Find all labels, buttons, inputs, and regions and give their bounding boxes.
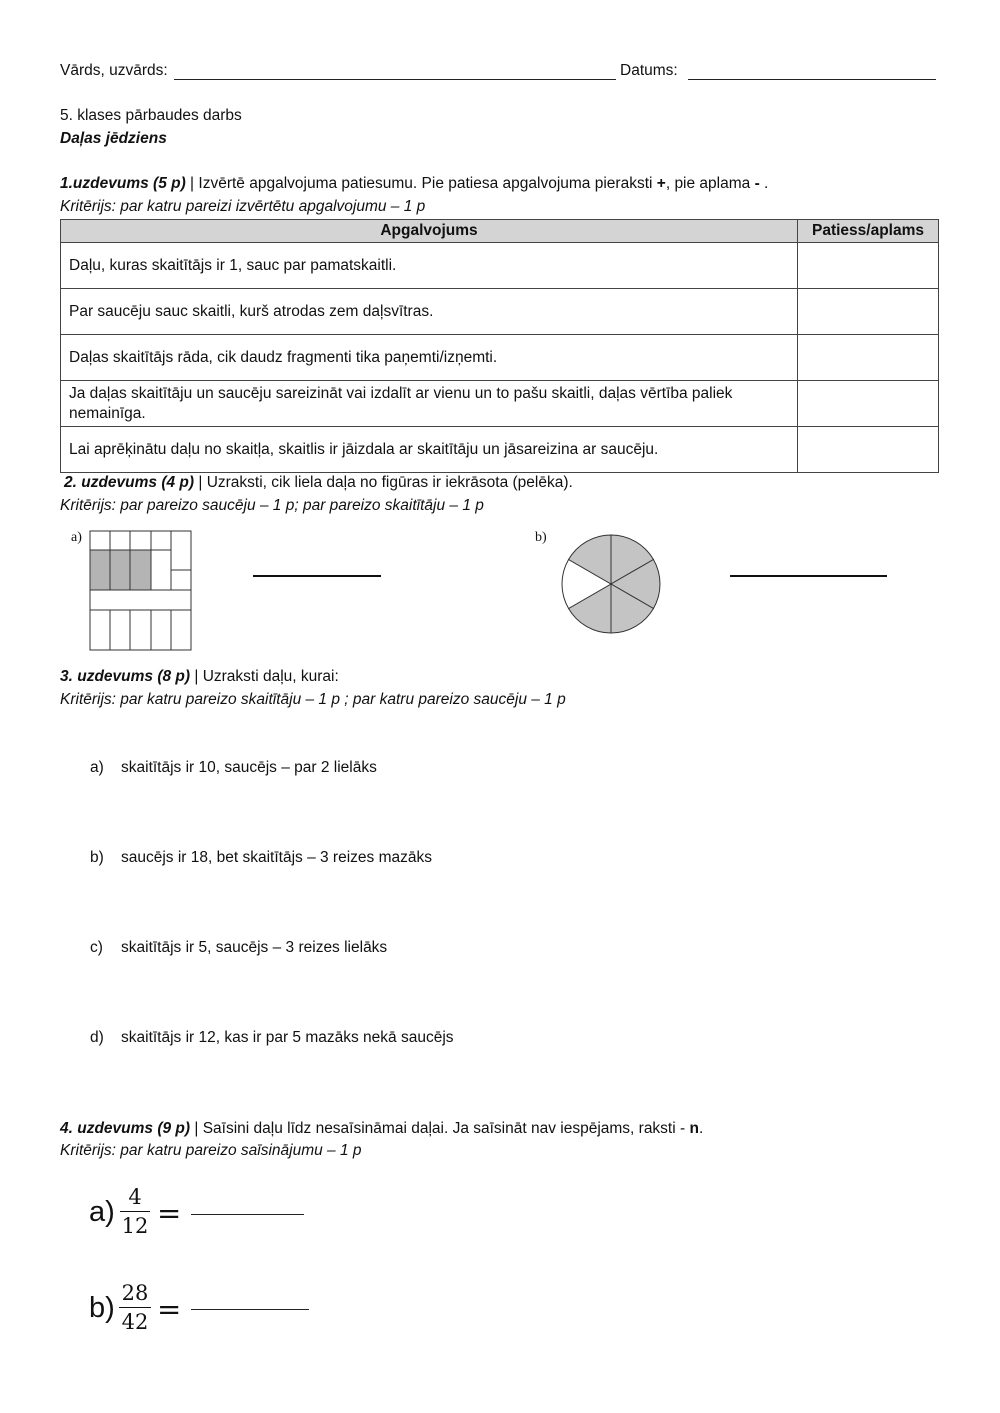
table-row bbox=[61, 289, 939, 335]
task2-heading: 2. uzdevums (4 p) bbox=[64, 474, 195, 491]
task2-instruction-text: | Uzraksti, cik liela daļa no figūras ir iekrāsota (pelēka). bbox=[194, 474, 573, 491]
task3-criteria: Kritērijs: par katru pareizo skaitītāju – 1 p ; par katru pareizo saucēju – 1 p bbox=[60, 691, 566, 708]
task4-heading: 4. uzdevums (9 p) bbox=[60, 1120, 191, 1137]
list-item-text: skaitītājs ir 5, saucējs – 3 reizes lielāks bbox=[121, 939, 388, 956]
fraction-b-answer-line[interactable] bbox=[191, 1308, 309, 1310]
fraction-b-denominator: 42 bbox=[121, 1310, 149, 1334]
figure-a-label: a) bbox=[71, 530, 82, 545]
name-field[interactable] bbox=[174, 62, 616, 80]
date-label: Datums: bbox=[620, 62, 678, 79]
task1-instruction-pre: | Izvērtē apgalvojuma patiesumu. Pie patiesa apgalvojuma pieraksti bbox=[185, 175, 657, 192]
task2-criteria: Kritērijs: par pareizo saucēju – 1 p; par pareizo skaitītāju – 1 p bbox=[60, 497, 484, 514]
fraction-b-numerator: 28 bbox=[121, 1281, 149, 1305]
task4-instruction-end: . bbox=[698, 1120, 704, 1137]
answer-cell[interactable] bbox=[798, 335, 939, 381]
statement-cell: Daļu, kuras skaitītājs ir 1, sauc par pamatskaitli. bbox=[61, 243, 798, 289]
fraction-a-answer-line[interactable] bbox=[191, 1213, 304, 1215]
list-item bbox=[90, 849, 432, 867]
task1-plus: + bbox=[656, 175, 666, 192]
fraction-b-label: b) bbox=[89, 1292, 115, 1324]
date-field[interactable] bbox=[688, 62, 936, 80]
task1-heading: 1.uzdevums (5 p) bbox=[60, 175, 186, 192]
fraction-a-numerator: 4 bbox=[128, 1185, 142, 1209]
list-item-label: a) bbox=[90, 759, 104, 776]
statement-cell: Par saucēju sauc skaitli, kurš atrodas zem daļsvītras. bbox=[61, 289, 798, 335]
answer-cell[interactable] bbox=[798, 289, 939, 335]
statement-cell: Ja daļas skaitītāju un saucēju sareizināt vai izdalīt ar vienu un to pašu skaitli, daļas vērtība paliek nemainīga. bbox=[61, 381, 798, 427]
answer-cell[interactable] bbox=[798, 427, 939, 473]
pie-figure bbox=[559, 532, 663, 636]
list-item-label: b) bbox=[90, 849, 104, 866]
table-row bbox=[61, 243, 939, 289]
fraction-a-bar bbox=[120, 1211, 150, 1212]
task3-instruction bbox=[60, 668, 339, 686]
topic-title: Daļas jēdziens bbox=[60, 130, 167, 147]
fraction-b bbox=[119, 1281, 151, 1334]
figure-b-label: b) bbox=[535, 530, 547, 545]
task1-criteria: Kritērijs: par katru pareizi izvērtētu apgalvojumu – 1 p bbox=[60, 198, 426, 215]
fraction-b-equals: = bbox=[157, 1292, 182, 1326]
table-row bbox=[61, 335, 939, 381]
fraction-a bbox=[120, 1185, 150, 1238]
task4-n: n bbox=[689, 1120, 699, 1137]
statements-table bbox=[60, 219, 939, 473]
name-label: Vārds, uzvārds: bbox=[60, 62, 168, 79]
list-item bbox=[90, 759, 377, 777]
list-item-text: skaitītājs ir 10, saucējs – par 2 lielāks bbox=[121, 759, 377, 776]
fraction-b-bar bbox=[119, 1307, 151, 1308]
grid-figure bbox=[89, 530, 193, 652]
fraction-a-denominator: 12 bbox=[121, 1214, 149, 1238]
answer-cell[interactable] bbox=[798, 381, 939, 427]
task3-instruction-text: | Uzraksti daļu, kurai: bbox=[190, 668, 339, 685]
statement-cell: Daļas skaitītājs rāda, cik daudz fragmenti tika paņemti/izņemti. bbox=[61, 335, 798, 381]
table-header-row bbox=[61, 220, 939, 243]
list-item-text: skaitītājs ir 12, kas ir par 5 mazāks nekā saucējs bbox=[121, 1029, 454, 1046]
task1-minus: - bbox=[754, 175, 760, 192]
list-item-label: d) bbox=[90, 1029, 104, 1046]
list-item-text: saucējs ir 18, bet skaitītājs – 3 reizes mazāks bbox=[121, 849, 432, 866]
task4-instruction-pre: | Saīsini daļu līdz nesaīsināmai daļai. Ja saīsināt nav iespējams, raksti - bbox=[190, 1120, 690, 1137]
task4-criteria: Kritērijs: par katru pareizo saīsinājumu – 1 p bbox=[60, 1142, 362, 1159]
list-item bbox=[90, 939, 387, 957]
task1-instruction-mid: , pie aplama bbox=[665, 175, 755, 192]
answer-line-a[interactable] bbox=[253, 574, 381, 577]
col-statement-header: Apgalvojums bbox=[61, 220, 798, 243]
col-answer-header: Patiess/aplams bbox=[798, 220, 939, 243]
task1-instruction-end: . bbox=[759, 175, 769, 192]
fraction-a-label: a) bbox=[89, 1196, 115, 1228]
task3-heading: 3. uzdevums (8 p) bbox=[60, 668, 191, 685]
task1-instruction bbox=[60, 175, 768, 193]
class-test-title: 5. klases pārbaudes darbs bbox=[60, 107, 242, 124]
table-row bbox=[61, 381, 939, 427]
answer-line-b[interactable] bbox=[730, 574, 887, 577]
statement-cell: Lai aprēķinātu daļu no skaitļa, skaitlis ir jāizdala ar skaitītāju un jāsareizina ar saucēju. bbox=[61, 427, 798, 473]
table-row bbox=[61, 427, 939, 473]
task4-instruction bbox=[60, 1120, 703, 1138]
task2-instruction bbox=[64, 474, 573, 492]
fraction-a-equals: = bbox=[157, 1196, 182, 1230]
answer-cell[interactable] bbox=[798, 243, 939, 289]
list-item bbox=[90, 1029, 454, 1047]
list-item-label: c) bbox=[90, 939, 103, 956]
